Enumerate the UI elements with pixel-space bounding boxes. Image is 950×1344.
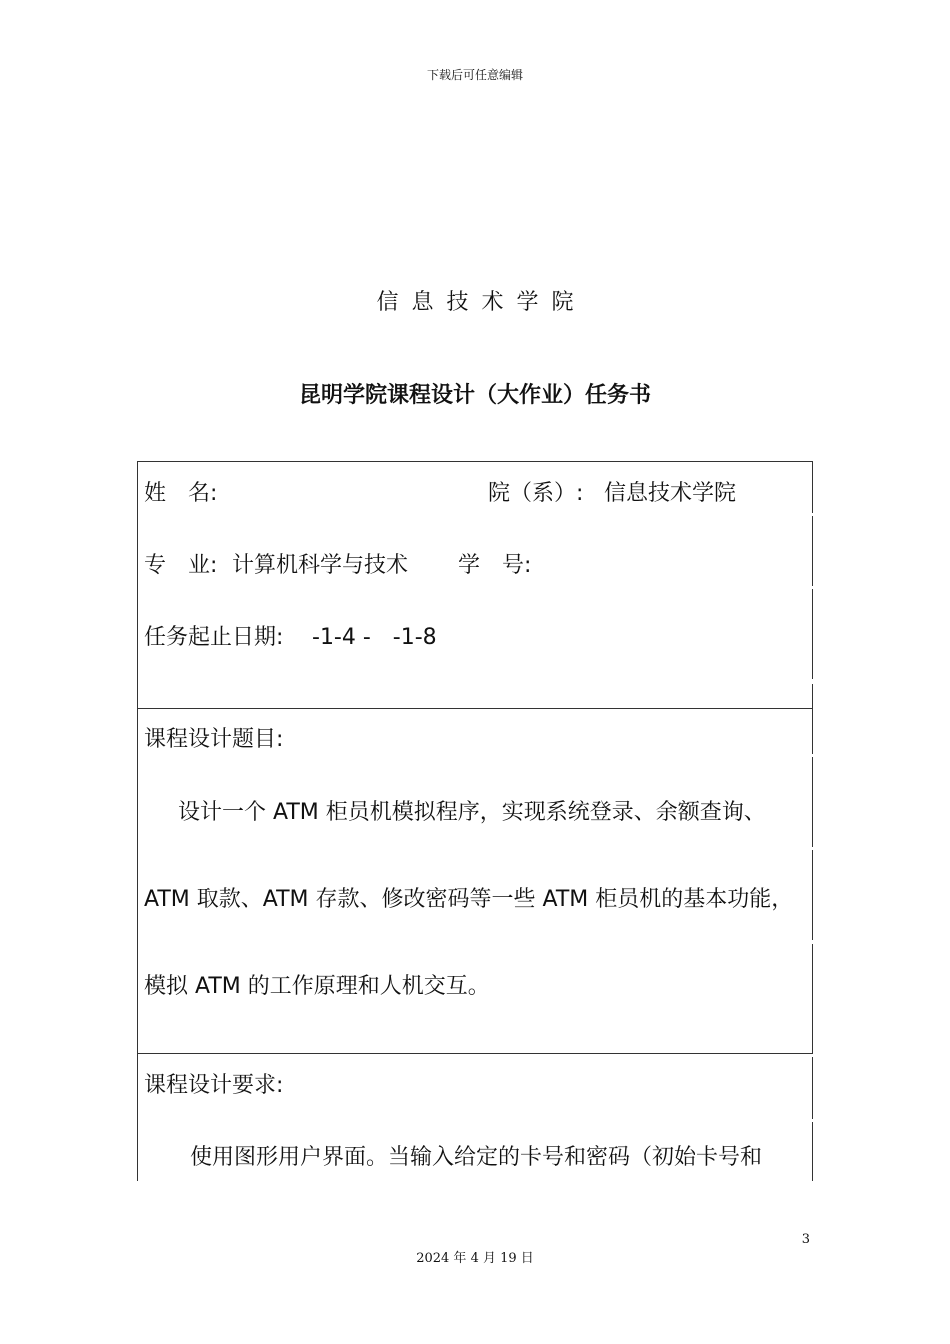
department-label: 院（系）: xyxy=(488,481,584,506)
requirements-line: 使用图形用户界面。当输入给定的卡号和密码（初始卡号和 xyxy=(190,1145,763,1170)
topic-line: 模拟 ATM 的工作原理和人机交互。 xyxy=(144,974,490,999)
student-id-label: 学 号: xyxy=(458,553,532,578)
topic-label: 课程设计题目: xyxy=(144,727,284,752)
date-value: -1-4 - -1-8 xyxy=(312,625,437,650)
header-note: 下载后可任意编辑 xyxy=(426,68,523,82)
page-title: 昆明学院课程设计（大作业）任务书 xyxy=(298,383,651,408)
name-label: 姓 名: xyxy=(144,481,218,506)
topic-line: 设计一个 ATM 柜员机模拟程序，实现系统登录、余额查询、 xyxy=(178,800,766,825)
table-row-divider xyxy=(137,708,813,709)
table-right-border xyxy=(812,944,813,1054)
table-right-border xyxy=(812,684,813,754)
table-row-divider xyxy=(137,1053,813,1054)
table-right-border xyxy=(812,1122,813,1181)
topic-line: ATM 取款、ATM 存款、修改密码等一些 ATM 柜员机的基本功能， xyxy=(144,887,794,912)
table-right-border xyxy=(812,461,813,513)
table-right-border xyxy=(812,589,813,679)
table-right-border xyxy=(812,1057,813,1119)
college-name: 信息技术学院 xyxy=(376,290,587,315)
major-label: 专 业: xyxy=(144,553,218,578)
date-label: 任务起止日期: xyxy=(144,625,284,650)
table-right-border xyxy=(812,516,813,586)
department-value: 信息技术学院 xyxy=(604,481,737,506)
major-value: 计算机科学与技术 xyxy=(232,553,409,578)
page-number: 3 xyxy=(801,1232,810,1247)
footer-date: 2024 年 4 月 19 日 xyxy=(416,1251,534,1266)
requirements-label: 课程设计要求: xyxy=(144,1073,284,1098)
